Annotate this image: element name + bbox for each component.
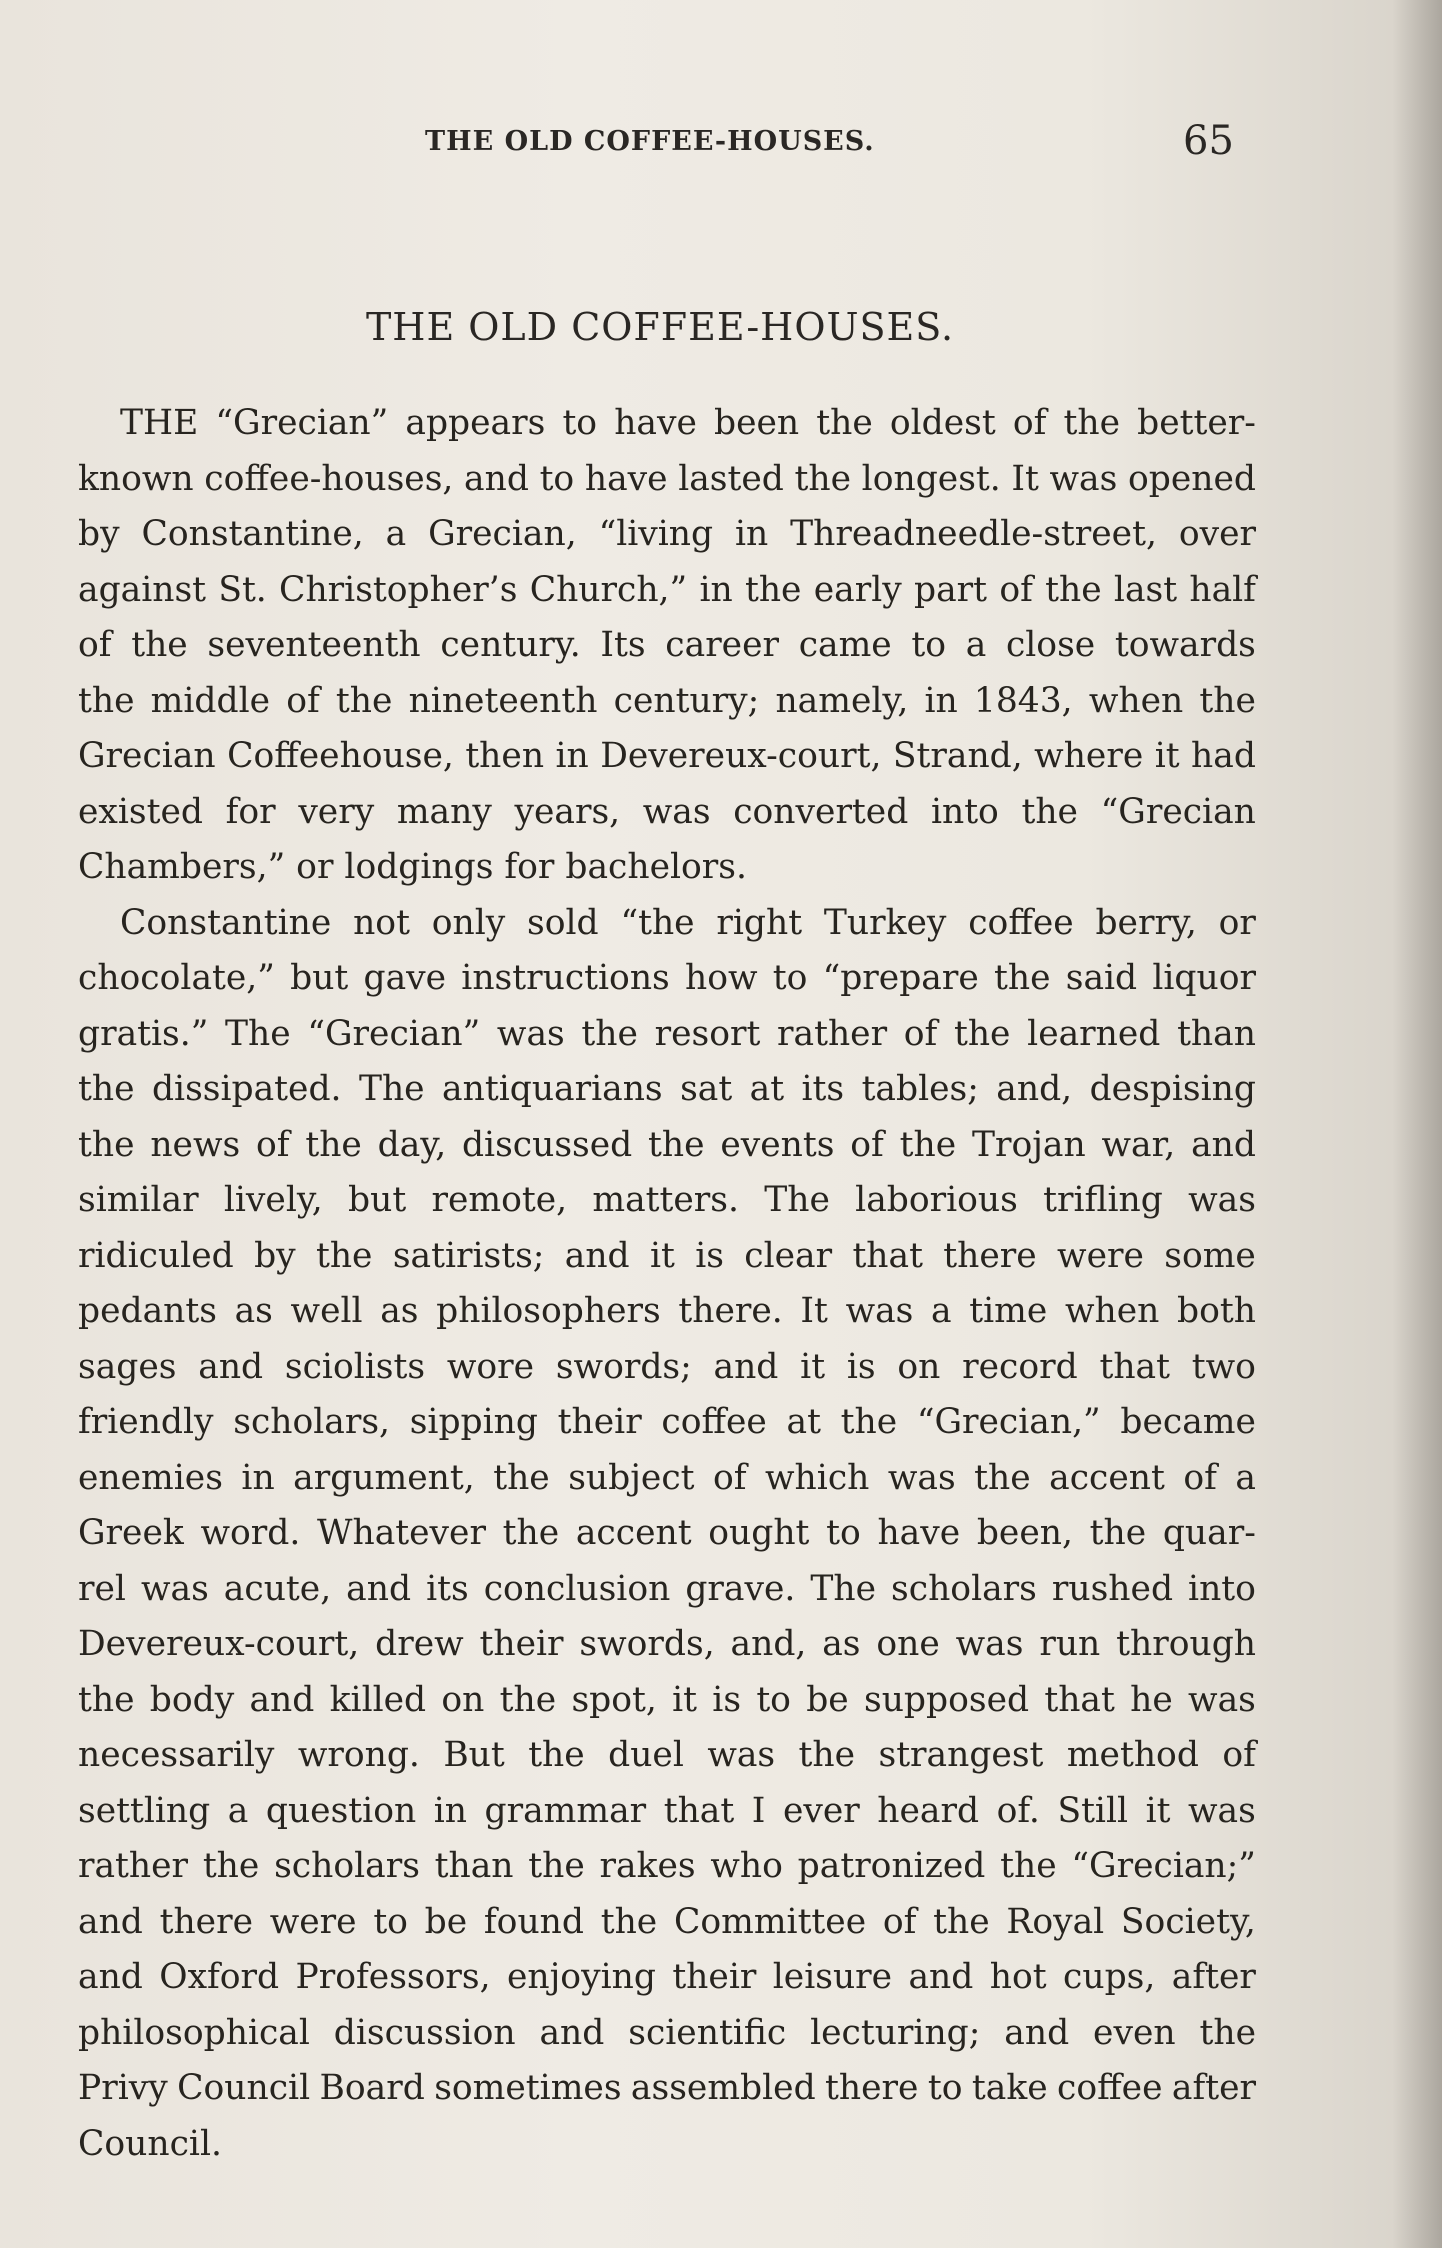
text-line: friendly scholars, sipping their coffee at the “Grecian,” became bbox=[78, 1402, 1256, 1442]
chapter-title: THE OLD COFFEE-HOUSES. bbox=[365, 305, 955, 349]
text-line: and there were to be found the Committee of the Royal Society, bbox=[78, 1901, 1256, 1942]
text-line: the middle of the nineteenth century; namely, in 1843, when the bbox=[78, 680, 1256, 721]
text-line: philosophical discussion and scientific lecturing; and even the bbox=[78, 2012, 1256, 2053]
text-line: and Oxford Professors, enjoying their leisure and hot cups, after bbox=[78, 1957, 1256, 1997]
text-line: Devereux-court, drew their swords, and, as one was run through bbox=[78, 1624, 1256, 1664]
text-line: of the seventeenth century. Its career came to a close towards bbox=[78, 625, 1256, 665]
text-line: Privy Council Board sometimes assembled there to take coffee after bbox=[78, 2068, 1256, 2108]
text-line: Council. bbox=[78, 2123, 222, 2164]
paragraph-1 bbox=[78, 396, 1256, 896]
text-line: rather the scholars than the rakes who patronized the “Grecian;” bbox=[78, 1846, 1256, 1886]
text-line: the body and killed on the spot, it is to be supposed that he was bbox=[78, 1679, 1256, 1720]
body-text bbox=[78, 396, 1256, 2172]
text-line: known coffee-houses, and to have lasted the longest. It was opened bbox=[78, 458, 1256, 499]
text-line: settling a question in grammar that I ever heard of. Still it was bbox=[78, 1790, 1256, 1831]
page-gutter-shadow bbox=[1392, 0, 1442, 2248]
text-line: ridiculed by the satirists; and it is clear that there were some bbox=[78, 1235, 1256, 1276]
text-line: Greek word. Whatever the accent ought to have been, the quar- bbox=[78, 1513, 1256, 1553]
paragraph-2 bbox=[78, 896, 1256, 2173]
running-head: THE OLD COFFEE-HOUSES. bbox=[425, 126, 875, 157]
text-line: the dissipated. The antiquarians sat at its tables; and, despising bbox=[78, 1069, 1256, 1109]
text-line: the news of the day, discussed the events of the Trojan war, and bbox=[78, 1124, 1256, 1165]
text-line: Chambers,” or lodgings for bachelors. bbox=[78, 847, 747, 887]
text-line: sages and sciolists wore swords; and it is on record that two bbox=[78, 1346, 1256, 1387]
text-line: necessarily wrong. But the duel was the strangest method of bbox=[78, 1735, 1256, 1775]
text-line: THE “Grecian” appears to have been the oldest of the better- bbox=[120, 403, 1256, 443]
text-line: against St. Christopher’s Church,” in the early part of the last half bbox=[78, 569, 1256, 610]
text-line: rel was acute, and its conclusion grave. The scholars rushed into bbox=[78, 1568, 1256, 1609]
text-line: Grecian Coffeehouse, then in Devereux-court, Strand, where it had bbox=[78, 736, 1256, 776]
page-number: 65 bbox=[1183, 118, 1234, 164]
text-line: pedants as well as philosophers there. It was a time when both bbox=[78, 1291, 1256, 1331]
text-line: similar lively, but remote, matters. The laborious trifling was bbox=[78, 1180, 1256, 1220]
page-header bbox=[80, 118, 1234, 178]
text-line: gratis.” The “Grecian” was the resort rather of the learned than bbox=[78, 1013, 1256, 1054]
text-line: by Constantine, a Grecian, “living in Threadneedle-street, over bbox=[78, 514, 1256, 554]
text-line: Constantine not only sold “the right Turkey coffee berry, or bbox=[120, 902, 1256, 943]
text-line: existed for very many years, was converted into the “Grecian bbox=[78, 791, 1256, 832]
text-line: enemies in argument, the subject of which was the accent of a bbox=[78, 1457, 1256, 1498]
text-line: chocolate,” but gave instructions how to “prepare the said liquor bbox=[78, 958, 1256, 998]
